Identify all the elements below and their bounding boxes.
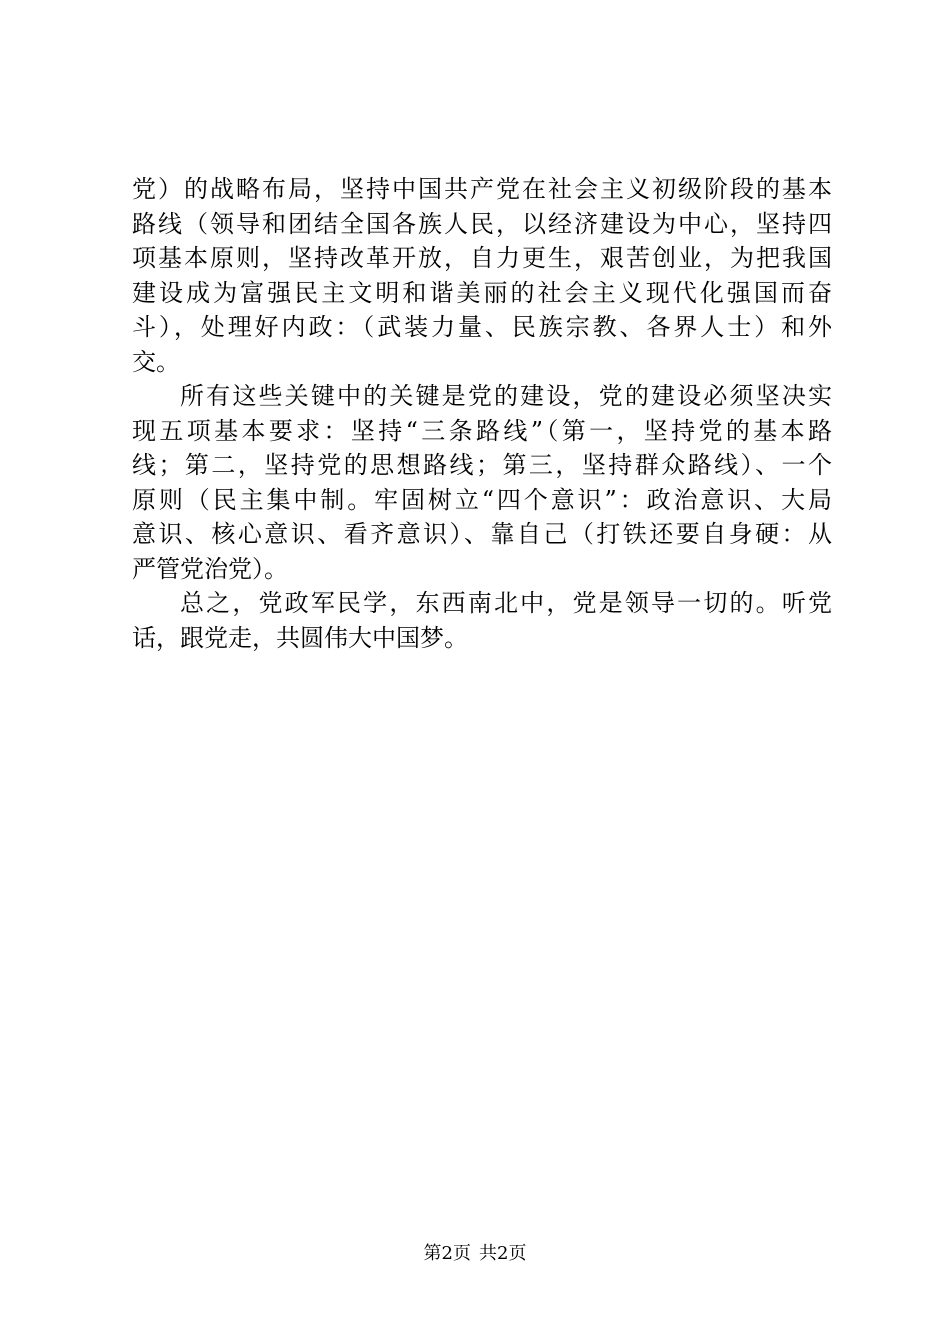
text-line: 总之，党政军民学，东西南北中，党是领导一切的。听党: [180, 589, 832, 617]
text-line: 路线（领导和团结全国各族人民，以经济建设为中心，坚持四: [132, 209, 832, 238]
text-line: 斗），处理好内政：（武装力量、民族宗教、各界人士）和外: [132, 313, 832, 341]
page-footer: [0, 1242, 950, 1266]
document-body: [132, 172, 832, 655]
text-line: 所有这些关键中的关键是党的建设，党的建设必须坚决实: [180, 382, 832, 410]
paragraph-2: [132, 379, 832, 586]
page-total: 共2页: [479, 1243, 527, 1264]
text-line: 交。: [132, 347, 180, 376]
text-line: 项基本原则，坚持改革开放，自力更生，艰苦创业，为把我国: [132, 244, 832, 272]
paragraph-1: [132, 172, 832, 379]
text-line: 话，跟党走，共圆伟大中国梦。: [132, 623, 468, 652]
page-number: 第2页: [423, 1243, 471, 1264]
text-line: 严管党治党）。: [132, 554, 288, 583]
text-line: 线；第二，坚持党的思想路线；第三，坚持群众路线）、一个: [132, 451, 832, 479]
text-line: 意识、核心意识、看齐意识）、靠自己（打铁还要自身硬：从: [132, 520, 832, 548]
text-line: 党）的战略布局，坚持中国共产党在社会主义初级阶段的基本: [132, 175, 832, 203]
text-line: 原则（民主集中制。牢固树立“四个意识”：政治意识、大局: [132, 485, 832, 514]
text-line: 现五项基本要求：坚持“三条路线”（第一，坚持党的基本路: [132, 416, 832, 445]
text-line: 建设成为富强民主文明和谐美丽的社会主义现代化强国而奋: [132, 278, 832, 307]
paragraph-3: [132, 586, 832, 655]
